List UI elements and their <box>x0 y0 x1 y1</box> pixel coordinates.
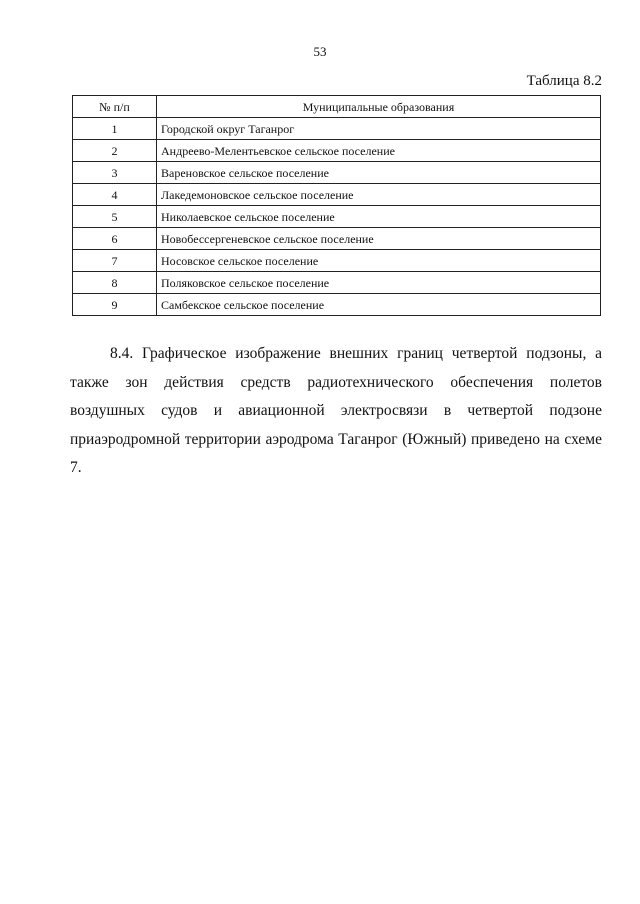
row-number-cell: 8 <box>73 272 157 294</box>
municipality-name-cell: Андреево-Мелентьевское сельское поселение <box>157 140 601 162</box>
table-row <box>73 272 601 294</box>
municipality-name-cell: Лакедемоновское сельское поселение <box>157 184 601 206</box>
municipality-name-cell: Поляковское сельское поселение <box>157 272 601 294</box>
table-caption: Таблица 8.2 <box>526 73 602 89</box>
row-number-cell: 4 <box>73 184 157 206</box>
table-row <box>73 162 601 184</box>
row-number-cell: 9 <box>73 294 157 316</box>
table-row <box>73 250 601 272</box>
table-row <box>73 140 601 162</box>
table-row <box>73 206 601 228</box>
table-row <box>73 228 601 250</box>
municipality-name-cell: Городской округ Таганрог <box>157 118 601 140</box>
municipality-name-cell: Николаевское сельское поселение <box>157 206 601 228</box>
row-number-cell: 5 <box>73 206 157 228</box>
municipalities-table <box>72 95 601 316</box>
row-number-cell: 7 <box>73 250 157 272</box>
section-8-4-paragraph: 8.4. Графическое изображение внешних границ четвертой подзоны, а также зон действия средств радиотехнического обеспечения полетов воздушных судов и авиационной электросвязи в четвертой подзоне приаэродромной территории аэродрома Таганрог (Южный) приведено на схеме 7. <box>70 345 602 476</box>
column-header-municipality: Муниципальные образования <box>157 96 601 118</box>
municipality-name-cell: Вареновское сельское поселение <box>157 162 601 184</box>
table-row <box>73 118 601 140</box>
row-number-cell: 6 <box>73 228 157 250</box>
municipality-name-cell: Самбекское сельское поселение <box>157 294 601 316</box>
table-row <box>73 294 601 316</box>
municipality-name-cell: Новобессергеневское сельское поселение <box>157 228 601 250</box>
page-number: 53 <box>313 44 327 59</box>
municipality-name-cell: Носовское сельское поселение <box>157 250 601 272</box>
table-header-row <box>73 96 601 118</box>
row-number-cell: 3 <box>73 162 157 184</box>
row-number-cell: 1 <box>73 118 157 140</box>
column-header-number: № п/п <box>73 96 157 118</box>
table-row <box>73 184 601 206</box>
row-number-cell: 2 <box>73 140 157 162</box>
